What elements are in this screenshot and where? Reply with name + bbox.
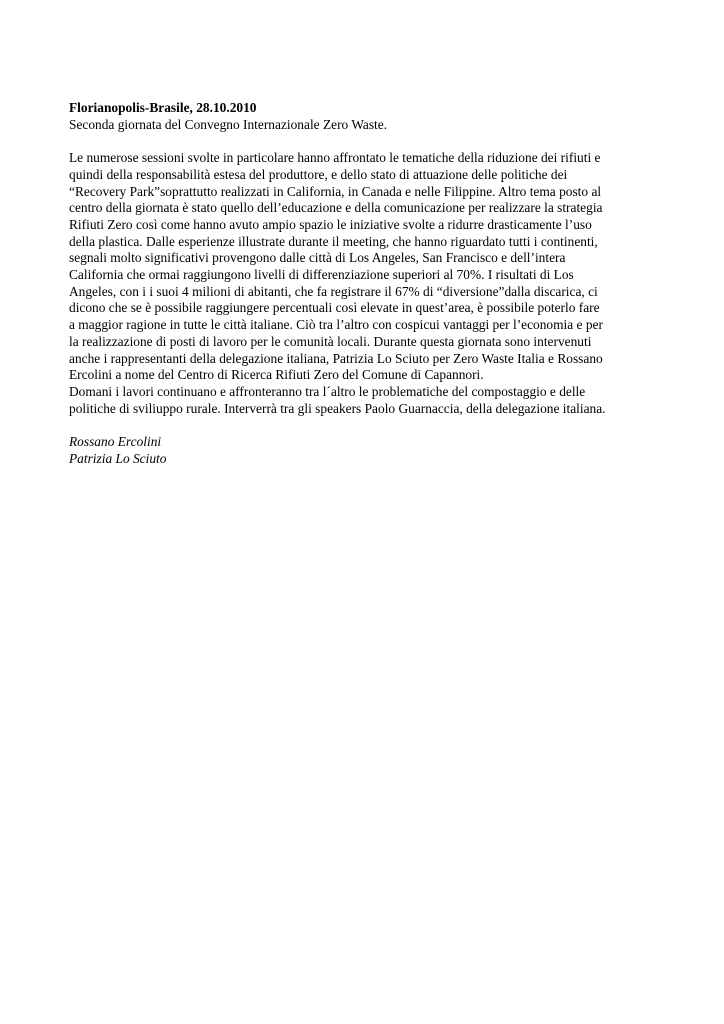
body-line: quindi della responsabilità estesa del produttore, e dello stato di attuazione delle politiche dei — [69, 166, 568, 182]
body-line: anche i rappresentanti della delegazione italiana, Patrizia Lo Sciuto per Zero Waste Italia e Rossano — [69, 350, 603, 366]
body-line: California che ormai raggiungono livelli di differenziazione superiori al 70%. I risultati di Los — [69, 267, 574, 283]
body-line: la realizzazione di posti di lavoro per le comunità locali. Durante questa giornata sono intervenuti — [69, 333, 592, 349]
body-line: centro della giornata è stato quello dell’educazione e della comunicazione per realizzare la strategia — [69, 200, 603, 216]
body-line: dicono che se è possibile raggiungere percentuali così elevate in quest’area, è possibile poterlo fare — [69, 300, 600, 316]
document-page — [69, 100, 689, 467]
body-line: politiche di sviliuppo rurale. Interverrà tra gli speakers Paolo Guarnaccia, della delegazione italiana. — [69, 400, 606, 416]
body-line: Angeles, con i i suoi 4 milioni di abitanti, che fa registrare il 67% di “diversione”dalla discarica, ci — [69, 283, 598, 299]
body-paragraph — [69, 150, 689, 417]
spacer — [69, 417, 689, 434]
body-line: a maggior ragione in tutte le città italiane. Ciò tra l’altro con cospicui vantaggi per l’economia e per — [69, 317, 603, 333]
signature-name: Rossano Ercolini — [69, 434, 162, 450]
body-line: della plastica. Dalle esperienze illustrate durante il meeting, che hanno riguardato tutti i continenti, — [69, 233, 598, 249]
body-line: Domani i lavori continuano e affronteranno tra l´altro le problematiche del compostaggio e delle — [69, 383, 586, 399]
spacer — [69, 133, 689, 150]
body-line: Rifiuti Zero così come hanno avuto ampio spazio le iniziative svolte a ridurre drasticamente l’uso — [69, 216, 592, 232]
subtitle: Seconda giornata del Convegno Internazionale Zero Waste. — [69, 116, 388, 132]
body-line: Le numerose sessioni svolte in particolare hanno affrontato le tematiche della riduzione dei rifiuti e — [69, 150, 601, 166]
body-line: “Recovery Park”soprattutto realizzati in California, in Canada e nelle Filippine. Altro tema posto al — [69, 183, 602, 199]
signature-name: Patrizia Lo Sciuto — [69, 450, 167, 466]
body-line: segnali molto significativi provengono dalle città di Los Angeles, San Francisco e dell’intera — [69, 250, 566, 266]
body-line: Ercolini a nome del Centro di Ricerca Rifiuti Zero del Comune di Capannori. — [69, 367, 484, 383]
dateline: Florianopolis-Brasile, 28.10.2010 — [69, 100, 257, 115]
